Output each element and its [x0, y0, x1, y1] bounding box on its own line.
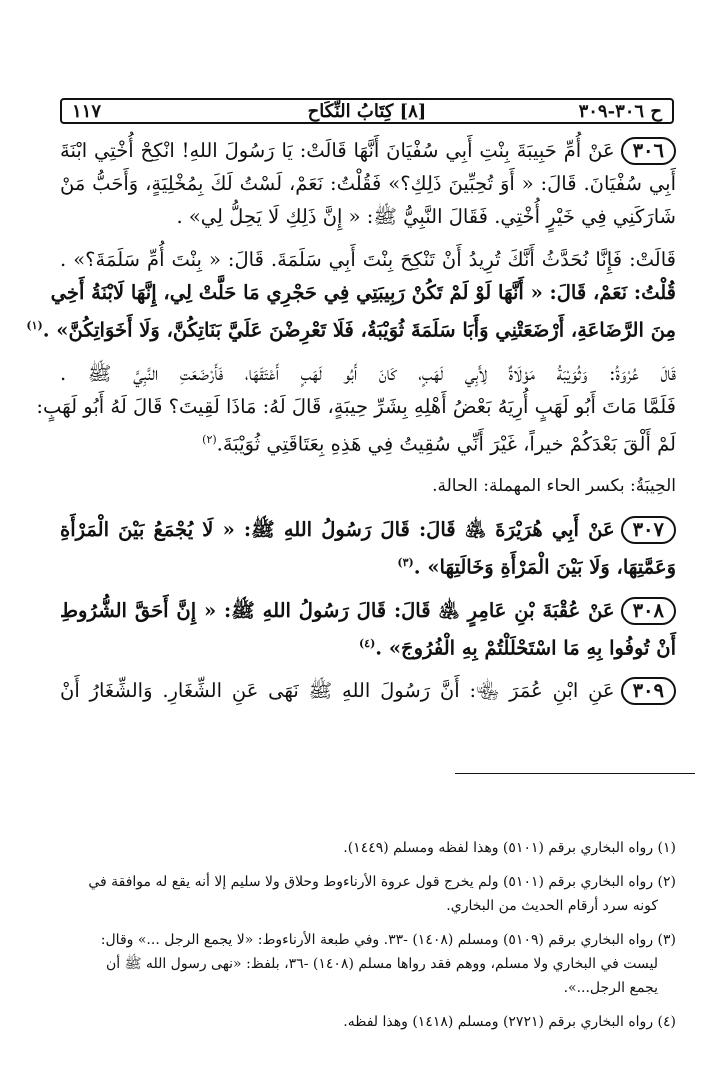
footnote-4: (٤) رواه البخاري برقم (٢٧٢١) ومسلم (١٤١٨) وهذا لفظه. — [343, 1014, 676, 1030]
spacer — [60, 1000, 676, 1010]
hadith-306-line-1: ٣٠٦عَنْ أُمِّ حَبِيبَةَ بِنْتِ أَبِي سُفْيَانَ أَنَّهَا قَالَتْ: يَا رَسُولَ اللهِ! انْكِحْ أُخْتِي ابْنَةَ — [60, 134, 676, 167]
hadith-309-line-1: ٣٠٩عَنِ ابْنِ عُمَرَ ﵄: أَنَّ رَسُولَ اللهِ ﷺ نَهَى عَنِ الشِّغَارِ. وَالشِّغَارُ أَنْ — [60, 674, 676, 707]
spacer — [60, 233, 676, 243]
book-page — [26, 98, 676, 1078]
hadith-range: ح ٣٠٦-٣٠٩ — [578, 101, 662, 122]
footnote-1: (١) رواه البخاري برقم (٥١٠١) وهذا لفظه ومسلم (١٤٤٩). — [343, 840, 676, 856]
hadith-number-306: ٣٠٦ — [621, 137, 676, 165]
footnote-2-line-2: كونه سرد أرقام الحديث من البخاري. — [446, 898, 658, 914]
spacer — [60, 460, 676, 470]
chapter-title: [٨] كِتَابُ النِّكَاح — [307, 101, 427, 122]
page-number: ١١٧ — [72, 101, 102, 122]
hadith-307-line-1: ٣٠٧عَنْ أَبِي هُرَيْرَةَ ﵁ قَالَ: قَالَ رَسُولُ اللهِ ﷺ: « لَا يُجْمَعُ بَيْنَ الْمَرْأَةِ — [60, 513, 676, 546]
page-header — [60, 98, 674, 124]
spacer — [60, 664, 676, 674]
spacer — [60, 584, 676, 594]
hadith-number-308: ٣٠٨ — [621, 597, 676, 625]
footnote-marker-2: (٢) — [202, 432, 217, 446]
hadith-306-line-2: أَبِي سُفْيَانَ. قَالَ: « أَوَ تُحِبِّينَ ذَلِكِ؟» فَقُلْتُ: نَعَمْ، لَسْتُ لَكَ بِمُخْلِيَةٍ، وَأَحَبُّ مَنْ — [60, 172, 676, 195]
hadith-306-line-5: قُلْتُ: نَعَمْ، قَالَ: « أَنَّهَا لَوْ لَمْ تَكُنْ رَبِيبَتِي فِي حَجْرِي مَا حَلَّتْ لِي، إِنَّهَا لَابْنَةُ أَخِي — [50, 281, 676, 304]
footnote-marker-3: (٣) — [397, 556, 414, 569]
page-body — [26, 134, 676, 707]
hadith-306-line-9: لَمْ أَلْقَ بَعْدَكُمْ خيراً، غَيْرَ أَنِّي سُقِيتُ فِي هَذِهِ بِعَتَاقَتِي ثُوَيْبَةَ.$^{(٢)}$ — [202, 432, 676, 455]
hadith-306-line-8: فَلَمَّا مَاتَ أَبُو لَهَبٍ أُرِيَهُ بَعْضُ أَهْلِهِ بِشَرِّ حِيبَةٍ، قَالَ لَهُ: مَاذَا لَقِيتَ؟ قَالَ لَهُ أَبُو لَهَبٍ: — [36, 394, 676, 418]
hadith-306-line-7: قَالَ عُرْوَةُ: وَثُوَيْبَةُ مَوْلَاةٌ لِأَبِي لَهَبٍ، كَانَ أَبُو لَهَبٍ أَعْتَقَهَا، فَأَرْضَعَتِ النَّبِيَّ ﷺ . — [60, 361, 676, 385]
footnote-3-line-2: ليست في البخاري ولا مسلم، ووهم فقد رواها مسلم (١٤٠٨) -٣٦، بلفظ: «نهى رسول الله ﷺ أن — [105, 956, 658, 972]
hadith-307-line-2: وَعَمَّتِهَا، وَلَا بَيْنَ الْمَرْأَةِ وَخَالَتِهَا» .$^{(٣)}$ — [397, 555, 676, 579]
spacer — [60, 918, 676, 928]
footnote-2-line-1: (٢) رواه البخاري برقم (٥١٠١) ولم يخرج قول عروة الأرناءوط وحلاق ولا سليم إلا أنه يقع له موافقة في — [88, 874, 676, 890]
spacer — [60, 503, 676, 513]
hadith-308-line-1: ٣٠٨عَنْ عُقْبَةَ بْنِ عَامِرٍ ﵁ قَالَ: قَالَ رَسُولُ اللهِ ﷺ: « إِنَّ أَحَقَّ الشُّرُوطِ — [60, 594, 676, 627]
hadith-number-307: ٣٠٧ — [621, 516, 676, 544]
spacer — [60, 860, 676, 870]
footnote-marker-4: (٤) — [358, 636, 376, 650]
footnote-marker-1: (١) — [26, 319, 43, 332]
hadith-306-line-3: شَارَكَنِي فِي خَيْرٍ أُخْتِي. فَقَالَ النَّبِيُّ ﷺ: « إِنَّ ذَلِكِ لَا يَحِلُّ لِي» . — [176, 205, 676, 228]
hadith-308-line-2: أَنْ تُوفُوا بِهِ مَا اسْتَحْلَلْتُمْ بِهِ الْفُرُوجَ» .$^{(٤)}$ — [358, 636, 676, 659]
hadith-306-line-6: مِنَ الرَّضَاعَةِ، أَرْضَعَتْنِي وَأَبَا سَلَمَةَ ثُوَيْبَةُ، فَلَا تَعْرِضْنَ عَلَيَّ بَنَاتِكُنَّ، وَلَا أَخَوَاتِكُنَّ» .$^{(١)}$ — [26, 318, 676, 342]
footnote-3-line-3: يجمع الرجل...». — [563, 980, 658, 996]
footnote-divider — [455, 773, 695, 774]
hadith-306-line-4: قَالَتْ: فَإِنَّا نُحَدَّثُ أَنَّكَ تُرِيدُ أَنْ تَنْكِحَ بِنْتَ أَبِي سَلَمَةَ. قَالَ: « بِنْتَ أُمِّ سَلَمَةَ؟» . — [60, 248, 676, 271]
gloss-note: الحِيبَةُ: بكسر الحاء المهملة: الحالة. — [432, 476, 676, 496]
footnote-3-line-1: (٣) رواه البخاري برقم (٥١٠٩) ومسلم (١٤٠٨) -٣٣. وفي طبعة الأرناءوط: «لا يجمع الرجل ...» وقال: — [100, 932, 676, 948]
footnotes — [60, 836, 676, 1034]
hadith-number-309: ٣٠٩ — [621, 677, 676, 705]
spacer — [60, 347, 676, 357]
